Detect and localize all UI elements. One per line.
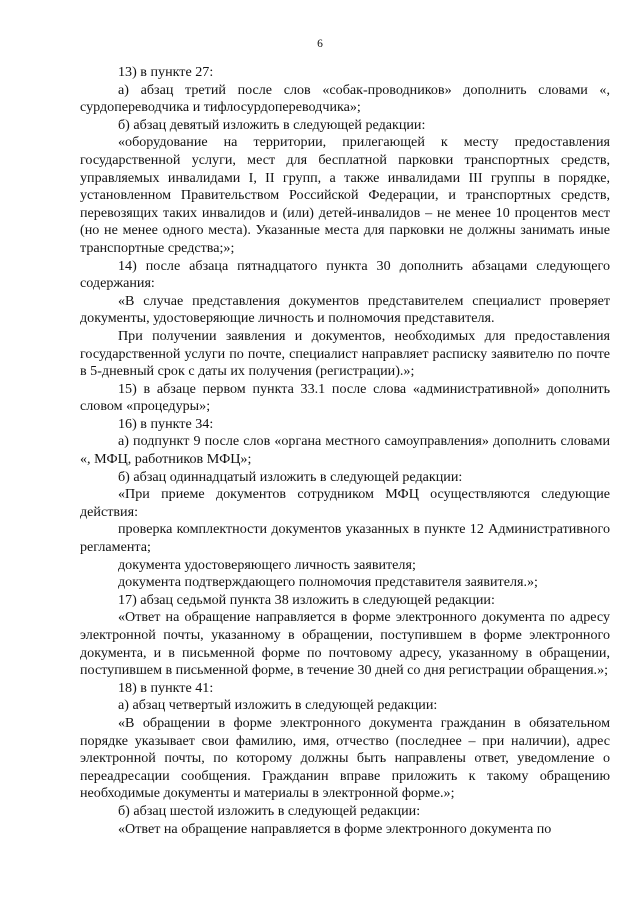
paragraph: а) абзац третий после слов «собак-проводников» дополнить словами «, сурдопереводчика и тифлосурдопереводчика»; bbox=[80, 81, 610, 116]
paragraph: 18) в пункте 41: bbox=[118, 679, 214, 696]
paragraph: 15) в абзаце первом пункта 33.1 после слова «административной» дополнить словом «процедуры»; bbox=[80, 380, 610, 415]
paragraph: 16) в пункте 34: bbox=[118, 415, 214, 432]
paragraph: «При приеме документов сотрудником МФЦ осуществляются следующие действия: bbox=[80, 486, 610, 520]
paragraph: а) подпункт 9 после слов «органа местного самоуправления» дополнить словами «, МФЦ, работников МФЦ»; bbox=[80, 433, 610, 468]
paragraph: «В случае представления документов представителем специалист проверяет документы, удостоверяющие личность и полномочия представителя. bbox=[80, 292, 610, 327]
paragraph: документа удостоверяющего личность заявителя; bbox=[118, 556, 416, 573]
paragraph: б) абзац одиннадцатый изложить в следующей редакции: bbox=[118, 468, 463, 485]
paragraph: 17) абзац седьмой пункта 38 изложить в следующей редакции: bbox=[118, 591, 495, 608]
paragraph: 13) в пункте 27: bbox=[118, 64, 214, 80]
paragraph: документа подтверждающего полномочия представителя заявителя.»; bbox=[118, 574, 538, 591]
paragraph: б) абзац шестой изложить в следующей редакции: bbox=[118, 802, 421, 819]
page-number: 6 bbox=[317, 38, 323, 50]
paragraph: проверка комплектности документов указанных в пункте 12 Административного регламента; bbox=[80, 521, 610, 556]
paragraph: «Ответ на обращение направляется в форме электронного документа по bbox=[118, 820, 552, 837]
document-body bbox=[80, 64, 610, 838]
paragraph: 14) после абзаца пятнадцатого пункта 30 дополнить абзацами следующего содержания: bbox=[80, 257, 610, 292]
paragraph: «Ответ на обращение направляется в форме электронного документа по адресу электронной почты, указанному в обращении, поступившем в форме электронного документа, и в письменной форме по почтовому адресу, указанному в обращении, поступившем в письменной форме, в течение 30 дней со дня регистрации обращения.»; bbox=[80, 609, 610, 679]
paragraph: б) абзац девятый изложить в следующей редакции: bbox=[118, 116, 426, 133]
paragraph: При получении заявления и документов, необходимых для предоставления государственной услуги по почте, специалист направляет расписку заявителю по почте в 5-дневный срок с даты их получения (регистрации).»; bbox=[80, 327, 610, 380]
paragraph: «оборудование на территории, прилегающей к месту предоставления государственной услуги, мест для бесплатной парковки транспортных средств, управляемых инвалидами I, II групп, а также инвалидами III группы в порядке, установленном Правительством Российской Федерации, и транспортных средств, перевозящих таких инвалидов и (или) детей-инвалидов – не менее 10 процентов мест (но не менее одного места). Указанные места для парковки не должны занимать иные транспортные средства;»; bbox=[80, 134, 610, 256]
paragraph: «В обращении в форме электронного документа гражданин в обязательном порядке указывает свои фамилию, имя, отчество (последнее – при наличии), адрес электронной почты, по которому должны быть направлены ответ, уведомление о переадресации сообщения. Гражданин вправе приложить к такому обращению необходимые документы и материалы в электронной форме.»; bbox=[80, 714, 610, 802]
paragraph: а) абзац четвертый изложить в следующей редакции: bbox=[118, 697, 438, 714]
